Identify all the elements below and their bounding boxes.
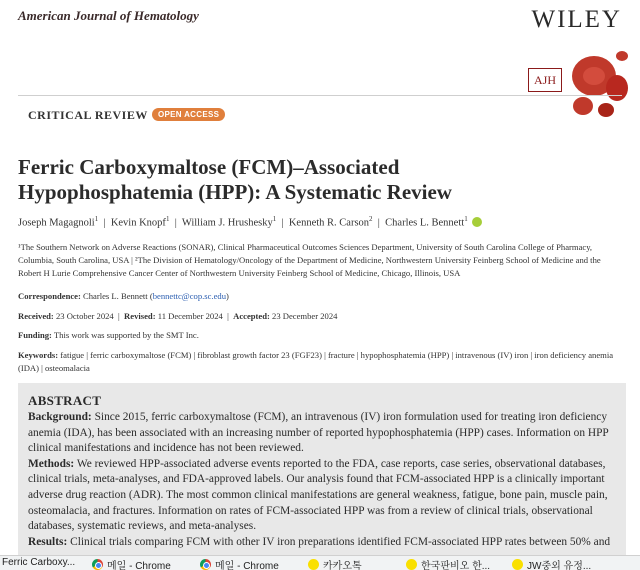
revised-date: 11 December 2024 [157, 311, 223, 321]
ajh-logo-box: AJH [528, 68, 562, 92]
taskbar-label: 메일 - Chrome [215, 561, 279, 570]
funding-text: This work was supported by the SMT Inc. [53, 330, 199, 340]
journal-logo [510, 48, 632, 126]
background-label: Background: [28, 411, 92, 423]
author-sup: 1 [94, 215, 99, 223]
author-sup: 2 [369, 215, 373, 223]
kakaotalk-icon [308, 559, 319, 570]
taskbar-item[interactable] [200, 557, 279, 570]
taskbar-label: 메일 - Chrome [107, 561, 171, 570]
author-name[interactable]: Kevin Knopf [110, 217, 166, 229]
taskbar-label: 카카오톡 [323, 561, 362, 570]
taskbar-label: 한국판비오 한... [421, 561, 491, 570]
correspondence [18, 291, 229, 301]
author-name[interactable]: Joseph Magagnoli [18, 217, 95, 229]
abstract-box [18, 383, 626, 569]
accepted-date: 23 December 2024 [272, 311, 338, 321]
funding [18, 330, 199, 340]
taskbar-item[interactable] [512, 557, 591, 570]
abstract-results [28, 535, 618, 551]
abstract-background [28, 410, 618, 457]
author-name[interactable]: William J. Hrushesky [181, 217, 273, 229]
correspondence-label: Correspondence: [18, 291, 81, 301]
section-label: CRITICAL REVIEW [28, 108, 148, 122]
taskbar-item[interactable] [92, 557, 171, 570]
taskbar-item[interactable] [308, 557, 362, 570]
publisher-logo: WILEY [531, 6, 622, 33]
chrome-icon [200, 559, 211, 570]
author-list: Joseph Magagnoli$^1$ | Kevin Knopf$^1$ | William J. Hrushesky$^1$ | Kenneth R. Carson$^2$ | Charles L. Bennett$^1$ [18, 215, 482, 229]
taskbar [0, 555, 640, 570]
abstract-heading: ABSTRACT [28, 393, 102, 408]
abstract-body [28, 410, 618, 550]
open-access-badge[interactable]: OPEN ACCESS [152, 108, 225, 121]
keywords-text: fatigue | ferric carboxymaltose (FCM) | fibroblast growth factor 23 (FGF23) | fracture | hypophosphatemia (HPP) | intravenous (IV) iron | iron deficiency anemia (IDA) | osteomalacia [18, 350, 614, 373]
funding-label: Funding: [18, 330, 52, 340]
taskbar-item[interactable] [2, 557, 75, 568]
correspondence-close: ) [226, 291, 229, 301]
keywords [18, 349, 622, 375]
methods-text: We reviewed HPP-associated adverse events reported to the FDA, case reports, case series, observational databases, clinical trials, meta-analyses, and FDA-approved labels. Our analysis found that FCM-associated HPP is a clinically important adverse drug reaction (ADR). The most common clinical manifestations are general weakness, fatigue, bone pain, muscle pain, osteomalacia, and fractures. Information on rates of FCM-associated HPP was from a review of clinical trials, observational databases, systematic reviews, and meta-analyses. [28, 457, 608, 533]
correspondence-email-link[interactable]: bennettc@cop.sc.edu [152, 291, 226, 301]
correspondence-name: Charles L. Bennett ( [83, 291, 153, 301]
results-label: Results: [28, 535, 68, 548]
methods-label: Methods: [28, 457, 75, 470]
article-dates: Received: 23 October 2024 | Revised: 11 December 2024 | Accepted: 23 December 2024 [18, 311, 338, 321]
taskbar-item[interactable] [406, 557, 490, 570]
taskbar-label: Ferric Carboxy... [2, 557, 76, 568]
taskbar-label: JW중외 유정... [527, 561, 592, 570]
received-label: Received: [18, 311, 54, 321]
abstract-methods [28, 457, 618, 535]
author-sup: 1 [272, 215, 277, 223]
journal-name: American Journal of Hematology [18, 8, 199, 23]
background-text: Since 2015, ferric carboxymaltose (FCM), an intravenous (IV) iron formulation used for treating iron deficiency anemia (IDA), has been associated with an increasing number of reported hypophosphatemia (HPP) cases. Information on HPP clinical manifestations and incidence has not been reviewed. [28, 411, 609, 455]
author-sup: 1 [165, 215, 170, 223]
kakaotalk-icon [406, 559, 417, 570]
received-date: 23 October 2024 [55, 311, 114, 321]
revised-label: Revised: [124, 311, 156, 321]
author-name[interactable]: Kenneth R. Carson [288, 217, 370, 229]
author-name[interactable]: Charles L. Bennett [385, 217, 465, 229]
results-text: Clinical trials comparing FCM with other IV iron preparations identified FCM-associated HPP rates between 50% and [70, 535, 611, 548]
article-title: Ferric Carboxymaltose (FCM)–Associated Hypophosphatemia (HPP): A Systematic Review [18, 155, 452, 204]
kakaotalk-icon [512, 559, 523, 570]
chrome-icon [92, 559, 103, 570]
keywords-label: Keywords: [18, 350, 59, 360]
affiliations: ¹The Southern Network on Adverse Reactions (SONAR), Clinical Pharmaceutical Outcomes Sciences Department, University of South Carolina College of Pharmacy, Columbia, South Carolina, USA | ²The Division of Hematology/Oncology of the Department of Medicine, Northwestern University Feinberg School of Medicine and the Robert H Lurie Comprehensive Cancer Center of Northwestern University Feinberg School of Medicine, Chicago, Illinois, USA [18, 242, 601, 278]
author-sup: 1 [464, 215, 468, 223]
accepted-label: Accepted: [233, 311, 270, 321]
orcid-icon[interactable] [472, 217, 482, 227]
header-divider [18, 95, 622, 96]
